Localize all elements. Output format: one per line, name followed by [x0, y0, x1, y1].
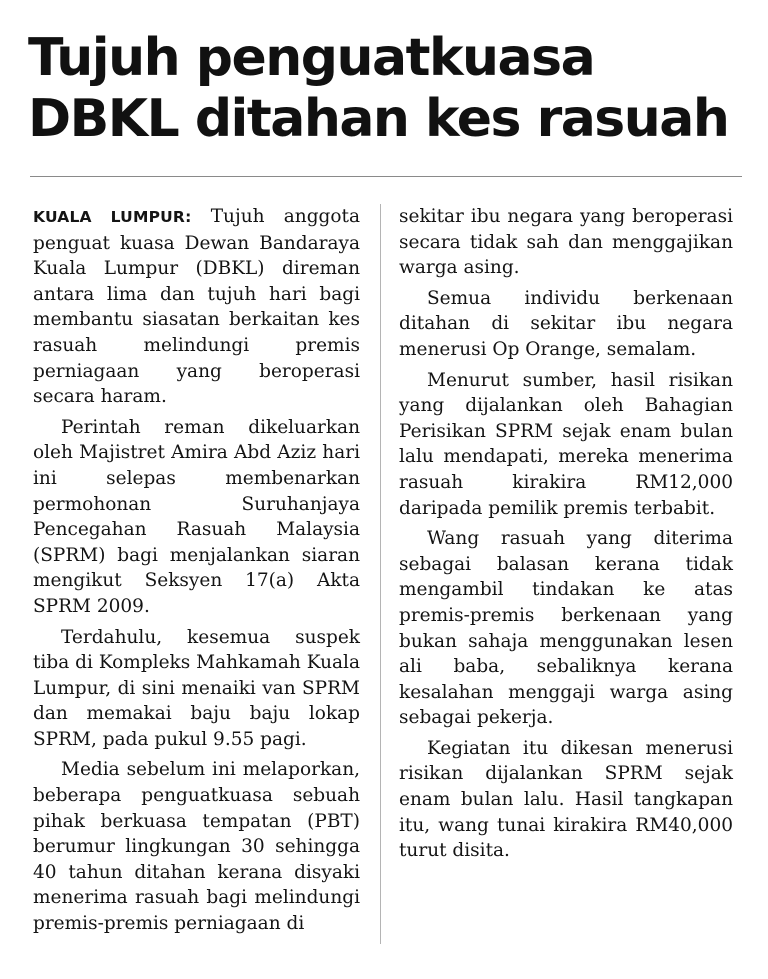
article-paragraph-4-continued: sekitar ibu negara yang beroperasi secara tidak sah dan menggajikan warga asing. [399, 206, 733, 279]
headline-divider [30, 176, 742, 177]
headline-line-2: DBKL ditahan kes rasuah [28, 89, 729, 149]
paragraph-1-text: Tujuh anggota penguat kuasa Dewan Bandaraya Kuala Lumpur (DBKL) direman antara lima dan tujuh hari bagi membantu siasatan berkaitan kes rasuah melindungi premis perniagaan yang beroperasi secara haram. [33, 206, 360, 408]
dateline: KUALA LUMPUR: [33, 208, 192, 226]
article-paragraph-4: Media sebelum ini melaporkan, beberapa penguatkuasa sebuah pihak berkuasa tempatan (PBT) berumur lingkungan 30 sehingga 40 tahun ditahan kerana disyaki menerima rasuah bagi melindungi premis-premis perniagaan di [33, 759, 360, 935]
article-paragraph-5: Semua individu berkenaan ditahan di sekitar ibu negara menerusi Op Orange, semalam. [399, 287, 733, 360]
column-divider [380, 204, 381, 944]
headline-line-1: Tujuh penguatkuasa [28, 28, 595, 88]
article-column-left [33, 204, 360, 942]
article-paragraph-3: Terdahulu, kesemua suspek tiba di Kompleks Mahkamah Kuala Lumpur, di sini menaiki van SPRM dan memakai baju baju lokap SPRM, pada pukul 9.55 pagi. [33, 626, 360, 750]
article-column-right [399, 204, 733, 869]
article-paragraph-6: Menurut sumber, hasil risikan yang dijalankan oleh Bahagian Perisikan SPRM sejak enam bulan lalu mendapati, mereka menerima rasuah kirakira RM12,000 daripada pemilik premis terbabit. [399, 369, 733, 519]
article-headline [28, 28, 748, 150]
article-paragraph-8: Kegiatan itu dikesan menerusi risikan dijalankan SPRM sejak enam bulan lalu. Hasil tangkapan itu, wang tunai kirakira RM40,000 turut disita. [399, 737, 733, 862]
article-paragraph-7: Wang rasuah yang diterima sebagai balasan kerana tidak mengambil tindakan ke atas premis-premis berkenaan yang bukan sahaja menggunakan lesen ali baba, sebaliknya kerana kesalahan menggaji warga asing sebagai pekerja. [399, 528, 733, 729]
article-paragraph-1 [33, 204, 360, 410]
article-paragraph-2: Perintah reman dikeluarkan oleh Majistret Amira Abd Aziz hari ini selepas membenarkan permohonan Suruhanjaya Pencegahan Rasuah Malaysia (SPRM) bagi menjalankan siaran mengikut Seksyen 17(a) Akta SPRM 2009. [33, 416, 360, 617]
